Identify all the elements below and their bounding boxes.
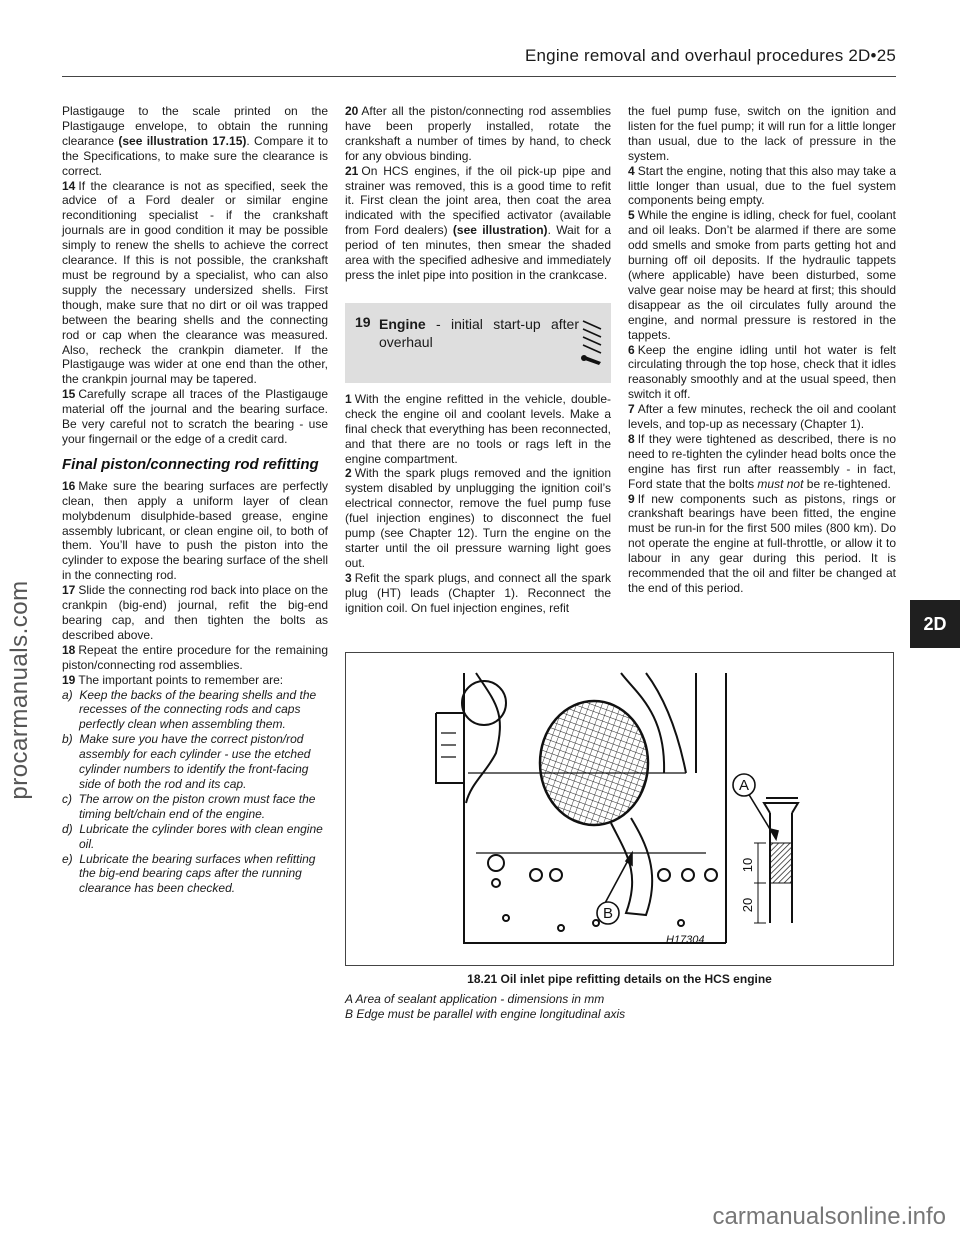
watermark-bottom: carmanualsonline.info: [712, 1203, 946, 1230]
step-text: With the spark plugs removed and the ignition system disabled by unplugging the ignition coil’s electrical connector, remove the fuel pump fuse (fuel injection engines) to disconnect the fuel pump (see Chapter 12). Turn the engine on the starter until the oil pressure warning light goes out.: [345, 466, 611, 570]
step-number: 8: [628, 431, 635, 446]
step-text-rest: be re-tightened.: [803, 476, 891, 491]
step-text: Carefully scrape all traces of the Plastigauge material off the journal and the bearing surface. Be very careful not to scratch the bearing - use your fingernail or the edge of a credit card.: [62, 387, 328, 446]
chapter-tab: 2D: [910, 600, 960, 648]
step-text: While the engine is idling, check for fuel, coolant and oil leaks. Don’t be alarmed if there are some odd smells and smoke from parts getting hot and burning off oil deposits. If the hydraulic tappets (where applicable) have been disturbed, some valve gear noise may be heard at first; this should disappear as the oil circulates fully around the engine, and normal pressure is restored in the tappets.: [628, 208, 896, 342]
step-text: The important points to remember are:: [78, 672, 284, 687]
step-number: 3: [345, 570, 352, 585]
step-number: 9: [628, 491, 635, 506]
illustration-ref: (see illustration): [452, 223, 548, 238]
list-item: b) Make sure you have the correct piston/rod assembly for each cylinder - use the etched cylinder numbers to identify the front-facing side of both the rod and its cap.: [62, 732, 311, 791]
step-number: 20: [345, 104, 359, 118]
list-item: c) The arrow on the piston crown must face the timing belt/chain end of the engine.: [62, 791, 316, 821]
list-item: d) Lubricate the cylinder bores with clean engine oil.: [62, 821, 323, 851]
emphasis-text: must not: [757, 476, 804, 491]
step-text: Keep the engine idling until hot water is felt circulating through the top hose, check that it idles reasonably smoothly and at the usual speed, then switch it off.: [628, 342, 896, 402]
section-title-bold: Engine: [379, 315, 426, 332]
step-text: If new components such as pistons, rings or crankshaft bearings have been fitted, the engine must be run-in for the first 500 miles (800 km). Do not operate the engine at full-throttle, or allow it to labour in any gear during this period. It is recommended that the oil and filter be changed at the end of this period.: [628, 491, 896, 595]
illustration-ref: (see illustration 17.15): [118, 133, 247, 148]
intro-text-rest: . Compare it to the Specifications, to make sure the clearance is correct.: [62, 133, 329, 178]
section-heading-box: [345, 303, 611, 383]
list-item: a) Keep the backs of the bearing shells and the recesses of the connecting rods and caps perfectly clean when assembling them.: [62, 687, 317, 732]
step-text: Refit the spark plugs, and connect all the spark plug (HT) leads (Chapter 1). Reconnect the ignition coil. On fuel injection engines, refit: [345, 570, 611, 615]
points-list: [62, 688, 328, 897]
step-number: 18: [62, 642, 76, 657]
header-divider: [62, 76, 896, 77]
step-number: 1: [345, 391, 352, 406]
section-step-1: [345, 392, 611, 467]
difficulty-wrench-icon: [579, 315, 605, 371]
section-step-8: [628, 432, 896, 492]
page-header-title: Engine removal and overhaul procedures 2D•25: [524, 46, 896, 65]
step-number: 2: [345, 466, 352, 481]
section-step-5: [628, 208, 896, 342]
step-text: On HCS engines, if the oil pick-up pipe and strainer was removed, this is a good time to refit it. First clean the joint area, then coat the area indicated with the specified activator (available from Ford dealers): [345, 163, 611, 238]
section-number: 19: [355, 313, 371, 330]
step-number: 6: [628, 342, 635, 357]
paragraph-19: [62, 673, 328, 688]
column-1: [62, 104, 328, 896]
step-text-rest: . Wait for a period of ten minutes, then smear the shaded area with the specified adhesive and immediately press the inlet pipe into position in the crankcase.: [345, 223, 612, 282]
step-number: 15: [62, 387, 76, 402]
callout-b-label: B: [602, 905, 614, 922]
paragraph-17: [62, 583, 328, 643]
step-text: Repeat the entire procedure for the remaining piston/connecting rod assemblies.: [62, 642, 328, 672]
section-step-2: [345, 466, 611, 570]
section-step-3: [345, 571, 611, 616]
step-number: 4: [628, 163, 635, 178]
section-title-rest: - initial start-up after overhaul: [379, 315, 579, 350]
step-text: Make sure the bearing surfaces are perfectly clean, then apply a uniform layer of clean molybdenum disulphide-based grease, engine assembly lubricant, or clean engine oil, to both of them. You’ll have to push the piston into the cylinder to expose the bearing surface of the shell in the connecting rod.: [62, 478, 328, 583]
dimension-10-label: 10: [740, 857, 755, 873]
step-text: Start the engine, noting that this also may take a little longer than usual, due to the fuel system components being empty.: [628, 163, 896, 208]
figure-caption: 18.21 Oil inlet pipe refitting details on the HCS engine: [467, 972, 772, 986]
paragraph-16: [62, 479, 328, 583]
column-2: [345, 104, 611, 615]
step-text: If the clearance is not as specified, seek the advice of a Ford dealer or similar engine reconditioning specialist - if the crankshaft journals are in good condition it may be possible simply to renew the shells to achieve the correct clearance. If this is not possible, the crankshaft must be reground by a specialist, who can also supply the necessary undersized shells. First though, make sure that no dirt or oil was trapped between the bearing shells and the connecting rod or cap when the clearance was measured. Also, recheck the crankpin diameter. If the Plastigauge was wider at one end than the other, the crankpin journal may be tapered.: [62, 178, 328, 387]
oil-inlet-pipe-illustration: [345, 652, 894, 966]
intro-text: Plastigauge to the scale printed on the Plastigauge envelope, to obtain the running clearance: [62, 104, 328, 148]
paragraph-20: [345, 104, 611, 164]
subheading-final-piston: Final piston/connecting rod refitting: [62, 455, 319, 473]
paragraph-intro: [62, 104, 328, 179]
figure-legend: [345, 992, 625, 1022]
step-text: After all the piston/connecting rod assemblies have been properly installed, rotate the crankshaft a number of times by hand, to check for any obvious binding.: [345, 104, 611, 163]
dimension-20-label: 20: [740, 897, 755, 913]
section-step-7: [628, 402, 896, 432]
step-text: If they were tightened as described, there is no need to re-tighten the cylinder head bolts once the engine has first run after reassembly - in fact, Ford state that the bolts: [628, 431, 896, 491]
callout-a-label: A: [738, 777, 750, 794]
section-title: [379, 315, 579, 351]
step-number: 17: [62, 583, 76, 598]
paragraph-15: [62, 387, 328, 447]
engine-line-drawing: [346, 653, 895, 967]
step-text: Slide the connecting rod back into place on the crankpin (big-end) journal, refit the big-end bearing cap, and then tighten the bolts as described above.: [62, 583, 328, 642]
figure-reference-code: H17304: [666, 934, 705, 946]
step-number: 5: [628, 208, 635, 223]
step-number: 16: [62, 478, 76, 493]
step-number: 21: [345, 163, 359, 178]
watermark-left: procarmanuals.com: [6, 580, 33, 800]
paragraph-18: [62, 643, 328, 673]
paragraph-21: [345, 164, 611, 283]
section-step-4: [628, 164, 896, 209]
step-number: 14: [62, 178, 76, 193]
paragraph-continued: the fuel pump fuse, switch on the ignition and listen for the fuel pump; it will run for a little longer than usual, due to the lack of pressure in the system.: [628, 104, 896, 163]
section-step-6: [628, 343, 896, 403]
list-item: e) Lubricate the bearing surfaces when refitting the big-end bearing caps after the running clearance has been checked.: [62, 851, 316, 896]
column-3: [628, 104, 896, 596]
step-number: 7: [628, 402, 635, 417]
step-text: After a few minutes, recheck the oil and coolant levels, and top-up as necessary (Chapter 1).: [628, 402, 896, 432]
step-text: With the engine refitted in the vehicle, double-check the engine oil and coolant levels. Make a final check that everything has been reconnected, and that there are no tools or rags left in the engine compartment.: [345, 391, 611, 466]
paragraph-14: [62, 179, 328, 388]
legend-item-b: B Edge must be parallel with engine longitudinal axis: [345, 1007, 626, 1021]
legend-item-a: A Area of sealant application - dimensions in mm: [345, 992, 605, 1006]
step-number: 19: [62, 672, 76, 687]
section-step-9: [628, 492, 896, 596]
